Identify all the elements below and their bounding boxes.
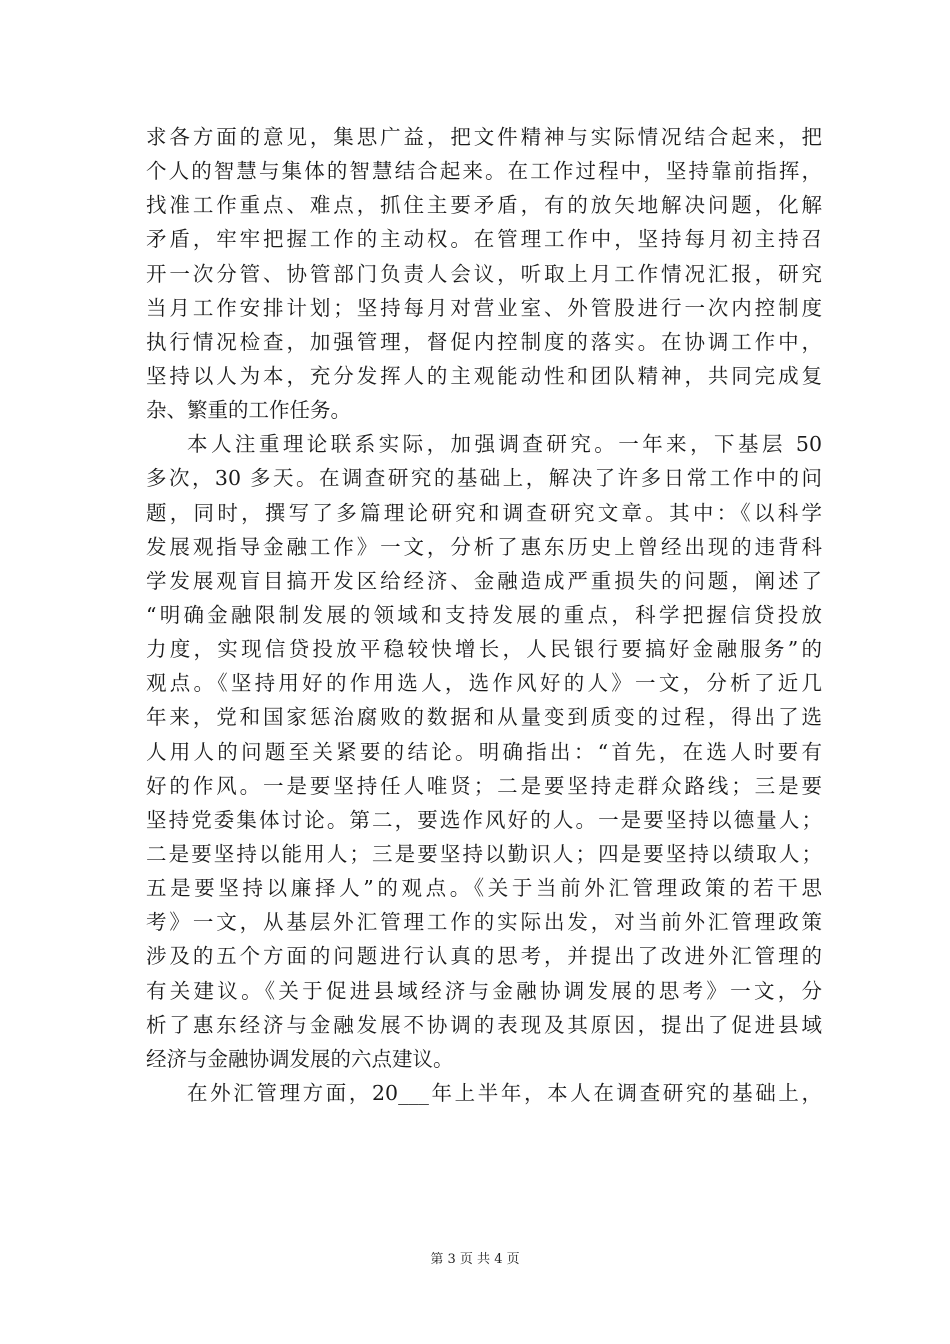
text-line: 学发展观盲目搞开发区给经济、金融造成严重损失的问题，阐述了 bbox=[146, 568, 822, 593]
text-line: 二是要坚持以能用人；三是要坚持以勤识人；四是要坚持以绩取人； bbox=[146, 841, 822, 866]
text-line: 析了惠东经济与金融发展不协调的表现及其原因，提出了促进县域 bbox=[146, 1012, 822, 1037]
text-line: 矛盾，牢牢把握工作的主动权。在管理工作中，坚持每月初主持召 bbox=[146, 227, 822, 252]
text-line: 多次，30 多天。在调查研究的基础上，解决了许多日常工作中的问 bbox=[146, 466, 822, 491]
text-line: 执行情况检查，加强管理，督促内控制度的落实。在协调工作中， bbox=[146, 329, 822, 354]
document-body bbox=[146, 120, 822, 1110]
text-line: 涉及的五个方面的问题进行认真的思考，并提出了改进外汇管理的 bbox=[146, 944, 822, 969]
text-line: 好的作风。一是要坚持任人唯贤；二是要坚持走群众路线；三是要 bbox=[146, 773, 822, 798]
text-line: 年来，党和国家惩治腐败的数据和从量变到质变的过程，得出了选 bbox=[146, 705, 822, 730]
page-footer bbox=[0, 1248, 950, 1267]
text-line: 人用人的问题至关紧要的结论。明确指出：“首先，在选人时要有 bbox=[146, 739, 822, 764]
text-line: 个人的智慧与集体的智慧结合起来。在工作过程中，坚持靠前指挥， bbox=[146, 159, 822, 184]
text-line: “明确金融限制发展的领域和支持发展的重点，科学把握信贷投放 bbox=[146, 602, 822, 627]
text-line: 杂、繁重的工作任务。 bbox=[146, 398, 351, 423]
text-line: 当月工作安排计划；坚持每月对营业室、外管股进行一次内控制度 bbox=[146, 295, 822, 320]
text-line: 求各方面的意见，集思广益，把文件精神与实际情况结合起来，把 bbox=[146, 125, 822, 149]
text-line: 考》一文，从基层外汇管理工作的实际出发，对当前外汇管理政策 bbox=[146, 910, 822, 935]
text-line: 观点。《坚持用好的作用选人，选作风好的人》一文，分析了近几 bbox=[146, 671, 822, 696]
text-line: 五是要坚持以廉择人”的观点。《关于当前外汇管理政策的若干思 bbox=[146, 876, 822, 901]
text-line: 坚持以人为本，充分发挥人的主观能动性和团队精神，共同完成复 bbox=[146, 363, 822, 388]
text-line: 题，同时，撰写了多篇理论研究和调查研究文章。其中：《以科学 bbox=[146, 500, 822, 525]
text-line: 有关建议。《关于促进县域经济与金融协调发展的思考》一文，分 bbox=[146, 978, 822, 1003]
text-line: 经济与金融协调发展的六点建议。 bbox=[146, 1046, 454, 1071]
text-line: 发展观指导金融工作》一文，分析了惠东历史上曾经出现的违背科 bbox=[146, 534, 822, 559]
text-line: 坚持党委集体讨论。第二，要选作风好的人。一是要坚持以德量人； bbox=[146, 807, 822, 832]
text-line: 力度，实现信贷投放平稳较快增长，人民银行要搞好金融服务”的 bbox=[146, 637, 822, 662]
text-line: 本人注重理论联系实际，加强调查研究。一年来，下基层 50 bbox=[187, 432, 822, 457]
text-line: 在外汇管理方面，20___年上半年，本人在调查研究的基础上， bbox=[187, 1080, 822, 1105]
page-number: 第 3 页 共 4 页 bbox=[430, 1252, 520, 1267]
text-line: 找准工作重点、难点，抓住主要矛盾，有的放矢地解决问题，化解 bbox=[146, 193, 822, 218]
text-line: 开一次分管、协管部门负责人会议，听取上月工作情况汇报，研究 bbox=[146, 261, 822, 286]
